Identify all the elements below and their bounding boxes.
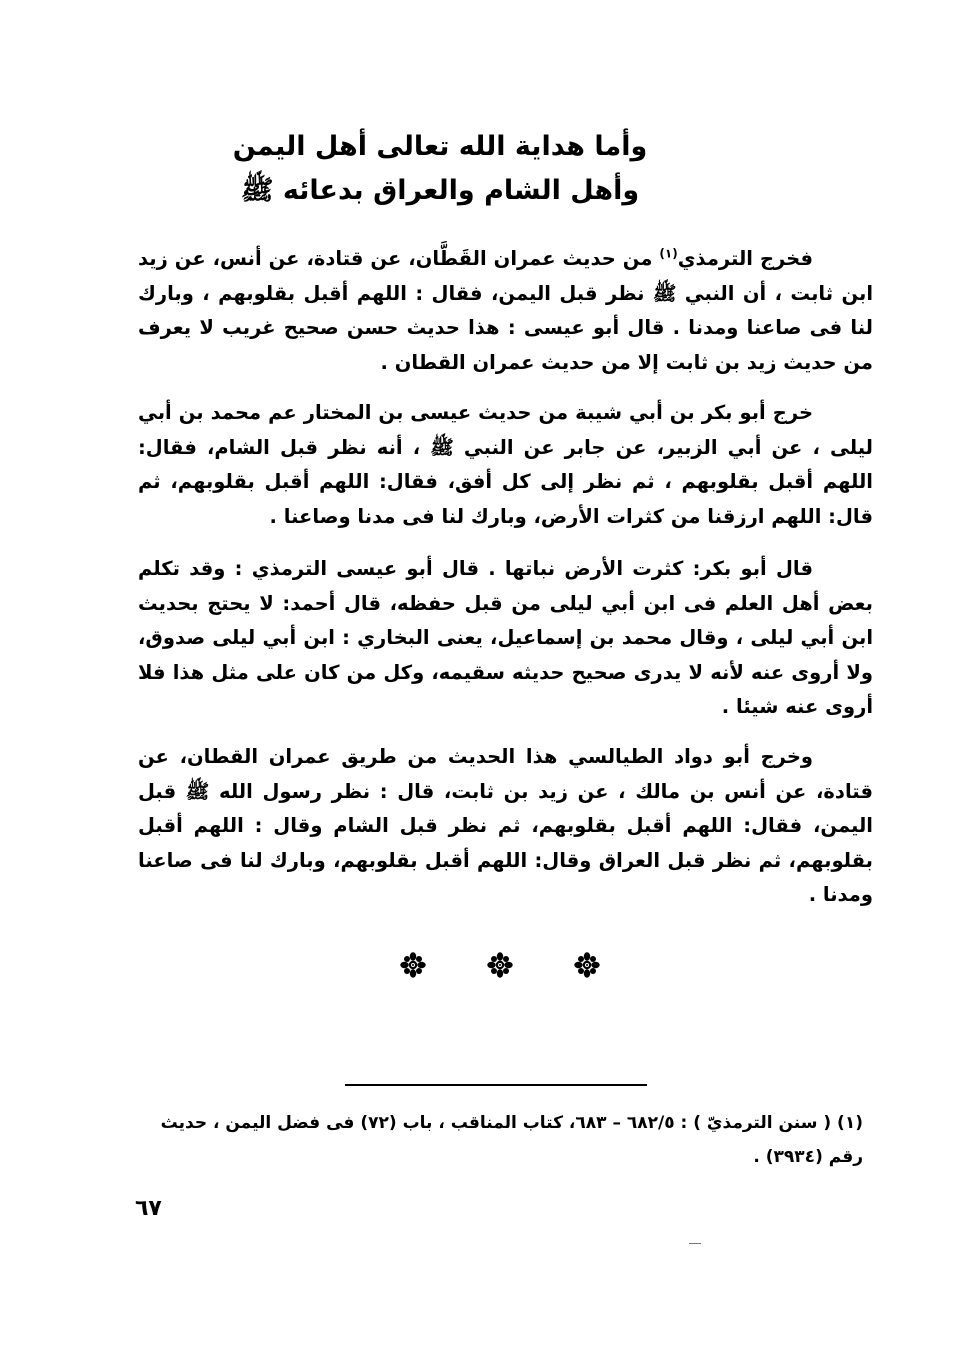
paragraph-3-body: قال أبو بكر: كثرت الأرض نباتها . قال أبو عيسى الترمذي : وقد تكلم بعض أهل العلم فى ابن أبي ليلى من قبل حفظه، قال أحمد: لا يحتج بحديث ابن أبي ليلى ، وقال محمد بن إسماعيل، يعنى البخاري : ابن أبي ليلى صدوق، ولا أروى عنه لأنه لا يدرى صحيح حديثه سقيمه، وكل من كان على مثل هذا فلا أروى عنه شيئا . <box>138 557 873 718</box>
paragraph-2 <box>138 396 873 534</box>
paragraph-4-body: وخرج أبو دواد الطيالسي هذا الحديث من طريق عمران القطان، عن قتادة، عن أنس بن مالك ، عن زيد بن ثابت، قال : نظر رسول الله ﷺ قبل اليمن، فقال: اللهم أقبل بقلوبهم، ثم نظر قبل الشام وقال : اللهم أقبل بقلوبهم، ثم نظر قبل العراق وقال: اللهم أقبل بقلوبهم، وبارك لنا فى صاعنا ومدنا . <box>138 745 873 906</box>
rosette-ornament-icon <box>487 952 513 978</box>
paragraph-1 <box>138 242 873 380</box>
rosette-ornament-icon <box>574 952 600 978</box>
paragraph-4 <box>138 740 873 913</box>
page-number: ٦٧ <box>135 1196 162 1221</box>
rosette-ornament-icon <box>400 952 426 978</box>
footnote-separator-rule <box>345 1084 647 1086</box>
paragraph-2-body: خرج أبو بكر بن أبي شيبة من حديث عيسى بن المختار عم محمد بن أبي ليلى ، عن أبي الزبير، عن جابر عن النبي ﷺ ، أنه نظر قبل الشام، فقال: اللهم أقبل بقلوبهم ، ثم نظر إلى كل أفق، فقال: اللهم أقبل بقلوبهم، ثم قال: اللهم ارزقنا من كثرات الأرض، وبارك لنا فى مدنا وصاعنا . <box>138 401 873 528</box>
scan-artifact-divider <box>689 1243 701 1244</box>
paragraph-3 <box>138 552 873 725</box>
footnote: (١) ( سنن الترمذيّ ) : ٦٨٢/٥ – ٦٨٣، كتاب المناقب ، باب (٧٢) فى فضل اليمن ، حديث رقم (٣٩٣٤) . <box>160 1113 863 1167</box>
paragraph-1-lead: فخرج الترمذي <box>677 247 813 270</box>
footnote-reference-mark[interactable]: (١) <box>659 246 678 261</box>
section-divider-ornaments <box>400 952 600 982</box>
chapter-heading-line-2: وأهل الشام والعراق بدعائه ﷺ <box>240 175 640 206</box>
chapter-heading-line-1: وأما هداية الله تعالى أهل اليمن <box>232 131 648 162</box>
paragraph-1-body: من حديث عمران القَطَّان، عن قتادة، عن أنس، عن زيد ابن ثابت ، أن النبي ﷺ نظر قبل اليمن، فقال : اللهم أقبل بقلوبهم ، وبارك لنا فى صاعنا ومدنا . قال أبو عيسى : هذا حديث حسن صحيح غريب لا يعرف من حديث زيد بن ثابت إلا من حديث عمران القطان . <box>138 247 873 374</box>
